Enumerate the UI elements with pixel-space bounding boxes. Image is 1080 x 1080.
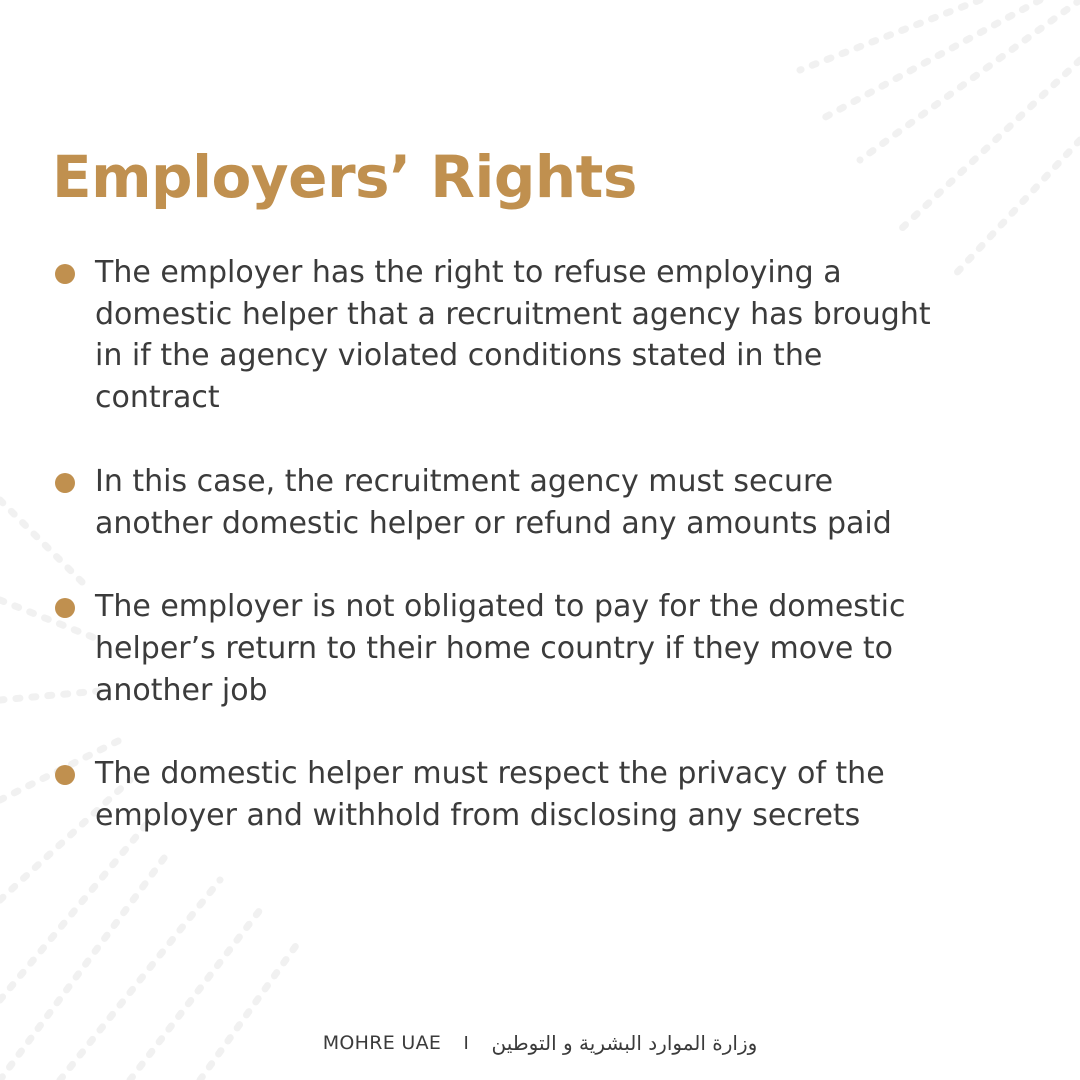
bullet-dot-icon [55,473,75,493]
footer [0,1031,1080,1055]
page-title: Employers’ Rights [52,143,637,211]
bullet-dot-icon [55,765,75,785]
list-item-text: In this case, the recruitment agency must secure another domestic helper or refund any amounts paid [95,463,892,541]
list-item [52,753,952,836]
footer-arabic-name: وزارة الموارد البشرية و التوطين [491,1031,758,1055]
list-item-text: The employer is not obligated to pay for the domestic helper’s return to their home country if they move to another job [95,589,906,708]
list-item [52,461,952,544]
footer-separator: I [463,1032,470,1054]
bullet-dot-icon [55,264,75,284]
list-item [52,586,952,711]
list-item [52,252,952,419]
list-item-text: The domestic helper must respect the privacy of the employer and withhold from disclosing any secrets [95,756,885,834]
list-item-text: The employer has the right to refuse employing a domestic helper that a recruitment agency has brought in if the agency violated conditions stated in the contract [95,255,931,416]
bullet-dot-icon [55,598,75,618]
footer-brand: MOHRE UAE [322,1032,442,1054]
rights-list [52,252,952,879]
